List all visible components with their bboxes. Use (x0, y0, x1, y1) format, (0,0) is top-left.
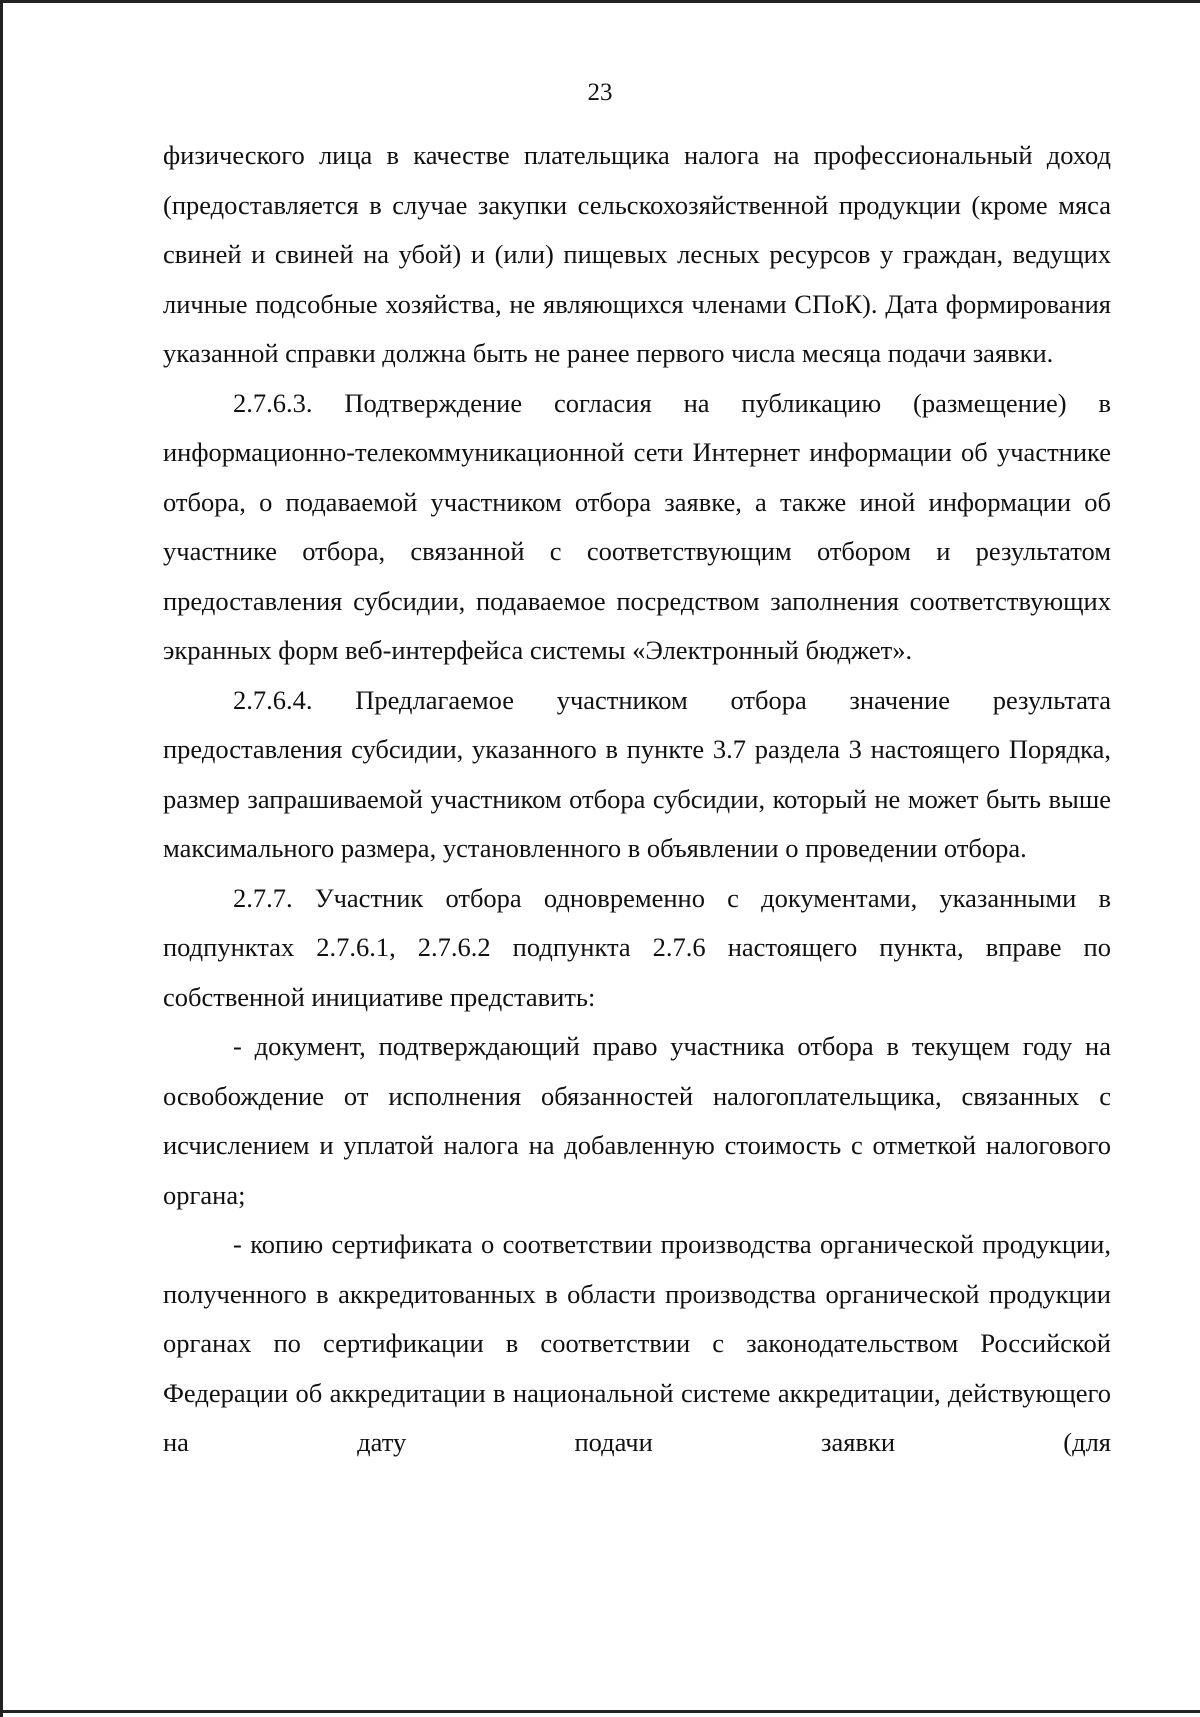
paragraph-2-7-7: 2.7.7. Участник отбора одновременно с документами, указанными в подпунктах 2.7.6.1, 2.7.6.2 подпункта 2.7.6 настоящего пункта, вправе по собственной инициативе представить: (163, 882, 1111, 1012)
scan-edge-bottom (0, 1710, 1200, 1713)
paragraph-2-7-6-3: 2.7.6.3. Подтверждение согласия на публикацию (размещение) в информационно-телекоммуникационной сети Интернет информации об участнике отбора, о подаваемой участником отбора заявке, а также иной информации об участнике отбора, связанной с соответствующим отбором и результатом предоставления субсидии, подаваемое посредством заполнения соответствующих экранных форм веб-интерфейса системы «Электронный бюджет». (163, 387, 1111, 665)
list-item-vat-exemption: - документ, подтверждающий право участника отбора в текущем году на освобождение от исполнения обязанностей налогоплательщика, связанных с исчислением и уплатой налога на добавленную стоимость с отметкой налогового органа; (163, 1031, 1111, 1210)
paragraph-continuation: физического лица в качестве плательщика налога на профессиональный доход (предоставляется в случае закупки сельскохозяйственной продукции (кроме мяса свиней и свиней на убой) и (или) пищевых лесных ресурсов у граждан, ведущих личные подсобные хозяйства, не являющихся членами СПоК). Дата формирования указанной справки должна быть не ранее первого числа месяца подачи заявки. (163, 140, 1111, 368)
paragraph-2-7-6-4: 2.7.6.4. Предлагаемое участником отбора значение результата предоставления субсидии, указанного в пункте 3.7 раздела 3 настоящего Порядка, размер запрашиваемой участником отбора субсидии, который не может быть выше максимального размера, установленного в объявлении о проведении отбора. (163, 684, 1111, 863)
list-item-organic-certificate: - копию сертификата о соответствии производства органической продукции, полученного в аккредитованных в области производства органической продукции органах по сертификации в соответствии с законодательством Российской Федерации об аккредитации в национальной системе аккредитации, действующего на дату подачи заявки (для (163, 1229, 1111, 1457)
document-body (163, 131, 1111, 1468)
page-number: 23 (587, 79, 613, 106)
scan-edge-left (0, 0, 3, 1717)
scan-edge-top (0, 0, 1200, 3)
